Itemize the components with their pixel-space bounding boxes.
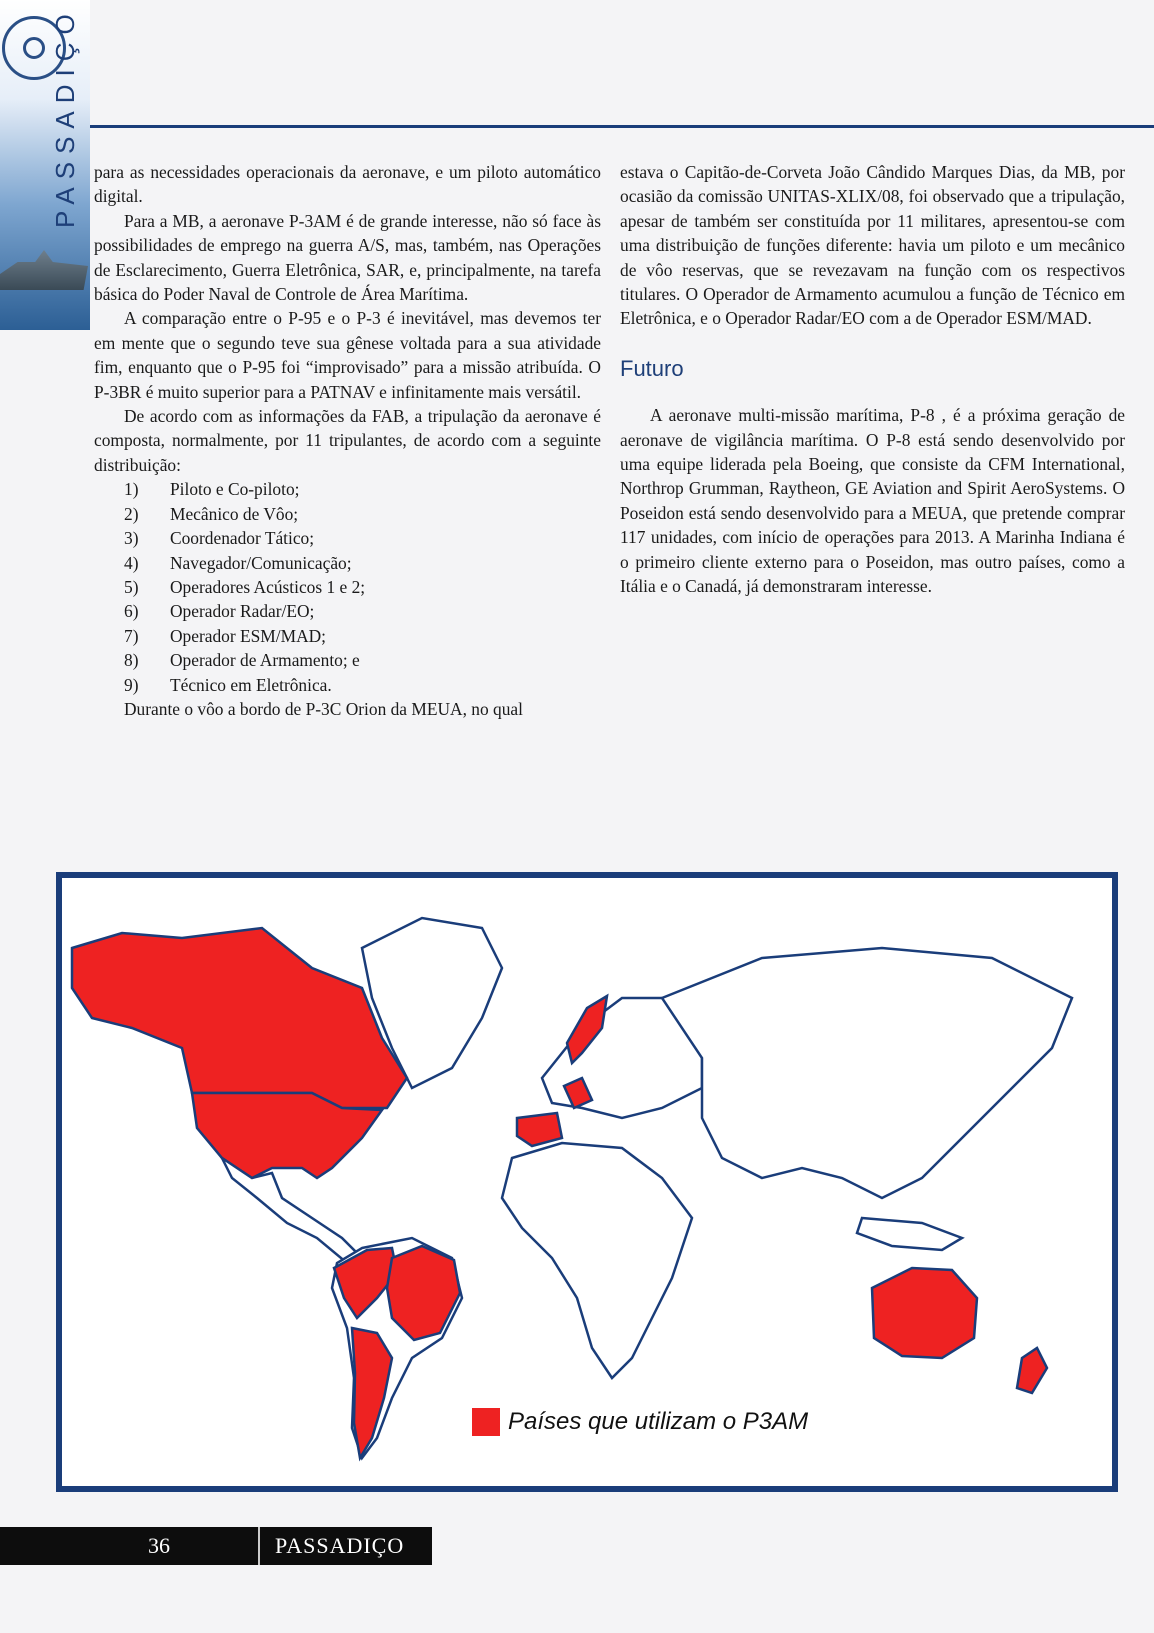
right-column xyxy=(620,160,1125,599)
chile-argentina xyxy=(352,1328,392,1458)
list-item: 7) Operador ESM/MAD; xyxy=(124,625,327,646)
new-zealand xyxy=(1017,1348,1047,1393)
list-item: 3) Coordenador Tático; xyxy=(124,528,315,549)
ship-image xyxy=(0,250,88,290)
section-title: Futuro xyxy=(620,355,684,381)
legend-swatch xyxy=(472,1408,500,1436)
list-item: 6) Operador Radar/EO; xyxy=(124,601,315,622)
list-item: 5) Operadores Acústicos 1 e 2; xyxy=(124,576,366,597)
map-legend xyxy=(472,1408,808,1436)
paragraph: Durante o vôo a bordo de P-3C Orion da MEUA, no qual xyxy=(124,698,523,719)
list-item: 4) Navegador/Comunicação; xyxy=(124,552,352,573)
paragraph: A aeronave multi-missão marítima, P-8 , é a próxima geração de aeronave de vigilância marítima. O P-8 está sendo desenvolvido por uma equipe liderada pela Boeing, que consiste da CFM International, Northrop Grumman, Raytheon, GE Aviation and Spirit AeroSystems. O Poseidon está sendo desenvolvido para a MEUA, que pretende comprar 117 unidades, com início de operações para 2013. A Marinha Indiana é o primeiro cliente externo para o Poseidon, mas outro países, como a Itália e o Canadá, já demonstraram interesse. xyxy=(620,405,1125,597)
canada-alaska xyxy=(72,928,407,1108)
paragraph: para as necessidades operacionais da aeronave, e um piloto automático digital. xyxy=(94,162,601,207)
footer-separator xyxy=(258,1527,260,1565)
side-banner xyxy=(0,0,90,330)
africa xyxy=(502,1143,692,1378)
mexico-central-america xyxy=(222,1158,362,1263)
legend-label: Países que utilizam o P3AM xyxy=(508,1408,809,1435)
publication-name: PASSADIÇO xyxy=(275,1533,405,1558)
left-column xyxy=(94,160,601,721)
asia xyxy=(662,948,1072,1198)
list-item: 1) Piloto e Co-piloto; xyxy=(124,479,300,500)
page-number: 36 xyxy=(148,1533,170,1558)
australia xyxy=(872,1268,977,1358)
crew-list xyxy=(94,477,601,697)
paragraph: De acordo com as informações da FAB, a tripulação da aeronave é composta, normalmente, por 11 tripulantes, de acordo com a seguinte distribuição: xyxy=(94,406,601,475)
world-map-figure xyxy=(56,872,1118,1492)
paragraph: A comparação entre o P-95 e o P-3 é inevitável, mas devemos ter em mente que o segundo teve sua gênese voltada para a sua atividade fim, enquanto que o P-95 foi “improvisado” para a missão atribuída. O P-3BR é muito superior para a PATNAV e infinitamente mais versátil. xyxy=(94,308,601,402)
indonesia xyxy=(857,1218,962,1250)
spain-portugal xyxy=(517,1113,562,1146)
list-item: 9) Técnico em Eletrônica. xyxy=(124,674,332,695)
side-brand-text: PASSADIÇO xyxy=(50,6,80,228)
paragraph: Para a MB, a aeronave P-3AM é de grande interesse, não só face às possibilidades de emprego na guerra A/S, mas, também, nas Operações de Esclarecimento, Guerra Eletrônica, SAR, e, principalmente, na tarefa básica do Poder Naval de Controle de Área Marítima. xyxy=(94,210,601,305)
page-footer xyxy=(0,1527,432,1565)
list-item: 8) Operador de Armamento; e xyxy=(124,650,360,671)
list-item: 2) Mecânico de Vôo; xyxy=(124,503,299,524)
paragraph: estava o Capitão-de-Corveta João Cândido Marques Dias, da MB, por ocasião da comissão UNITAS-XLIX/08, foi observado que a tripulação, apesar de também ser constituída por 11 militares, apresentou-se com uma distribuição de funções diferente: havia um piloto e um mecânico de vôo reservas, que se revezavam na função com os respectivos titulares. O Operador de Armamento acumulou a função de Técnico em Eletrônica, e o Operador Radar/EO com a de Operador ESM/MAD. xyxy=(620,162,1125,329)
header-rule xyxy=(90,125,1154,128)
world-map xyxy=(62,878,1112,1486)
